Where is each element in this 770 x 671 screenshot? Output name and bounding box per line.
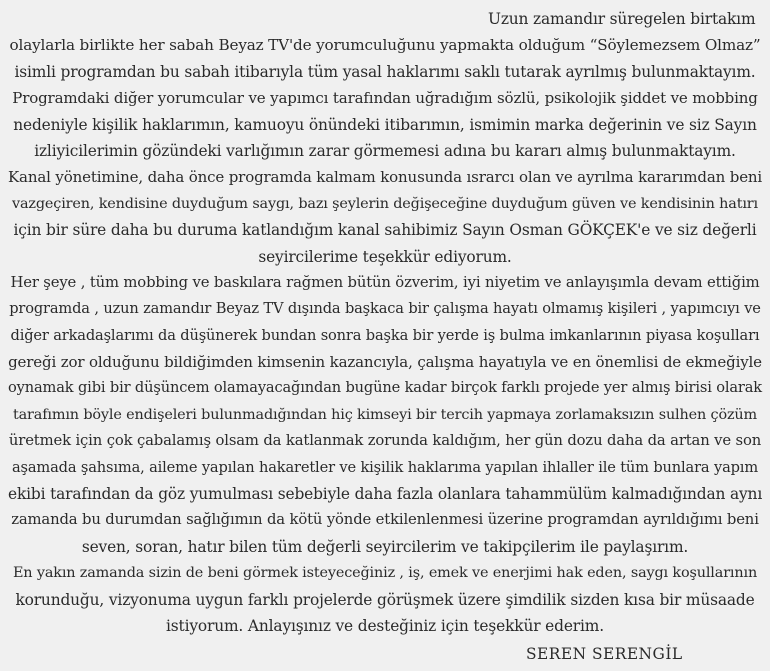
statement-line: oynamak gibi bir düşüncem olamayacağından bugüne kadar birçok farklı projede yer almış birisi olarak: [8, 379, 762, 397]
statement-line: tarafımın böyle endişeleri bulunmadığından hiç kimseyi bir tercih yapmaya zorlamaksızın sulhen çözüm: [12, 406, 758, 423]
statement-line: Uzun zamandır süregelen birtakım: [488, 10, 756, 28]
statement-line: için bir süre daha bu duruma katlandığım kanal sahibimiz Sayın Osman GÖKÇEK'e ve siz değerli: [13, 221, 757, 240]
statement-line: olaylarla birlikte her sabah Beyaz TV'de yorumculuğunu yapmakta olduğum “Söylemezsem Olmaz”: [9, 36, 761, 55]
statement-line: Kanal yönetimine, daha önce programda kalmam konusunda ısrarcı olan ve ayrılma kararımdan beni: [8, 168, 763, 187]
statement-line: Programdaki diğer yorumcular ve yapımcı tarafından uğradığım sözlü, psikolojik şiddet ve mobbing: [12, 89, 758, 108]
statement-line: seven, soran, hatır bilen tüm değerli seyircilerim ve takipçilerim ile paylaşırım.: [81, 537, 689, 556]
statement-line: istiyorum. Anlayışınız ve desteğiniz için teşekkür ederim.: [166, 616, 604, 635]
statement-line: izliyicilerimin gözündeki varlığımın zarar görmemesi adına bu kararı almış bulunmaktayım.: [34, 141, 736, 160]
statement-line: programda , uzun zamandır Beyaz TV dışında başkaca bir çalışma hayatı olmamış kişileri , yapımcıyı ve: [9, 300, 761, 318]
statement-line: seyircilerime teşekkür ediyorum.: [258, 247, 512, 266]
statement-line: korunduğu, vizyonuma uygun farklı projelerde görüşmek üzere şimdilik sizden kısa bir müsaade: [15, 590, 755, 609]
signature: SEREN SERENGİL: [526, 645, 683, 663]
statement-line: üretmek için çok çabalamış olsam da katlanmak zorunda kaldığım, her gün dozu daha da artan ve son: [8, 432, 762, 450]
statement-line: nedeniyle kişilik haklarımın, kamuoyu önündeki itibarımın, ismimin marka değerinin ve siz Sayın: [13, 115, 757, 134]
statement-line: isimli programdan bu sabah itibarıyla tüm yasal haklarımı saklı tutarak ayrılmış bulunmaktayım.: [14, 62, 756, 81]
statement-line: diğer arkadaşlarımı da düşünerek bundan sonra başka bir yerde iş bulma imkanlarının piyasa koşulları: [10, 326, 760, 344]
statement-line: zamanda bu durumdan sağlığımın da kötü yönde etkilenlenmesi üzerine programdan ayrıldığımı beni: [11, 511, 759, 529]
statement-line: ekibi tarafından da göz yumulması sebebiyle daha fazla olanlara tahammülüm kalmadığından aynı: [8, 485, 763, 504]
statement-line: aşamada şahsıma, aileme yapılan hakaretler ve kişilik haklarıma yapılan ihlaller ile tüm bunlara yapım: [11, 458, 759, 476]
statement-line: gereği zor olduğunu bildiğimden kimsenin kazancıyla, çalışma hayatıyla ve en önemlisi de ekmeğiyle: [8, 353, 762, 372]
statement-line: Her şeye , tüm mobbing ve baskılara rağmen bütün özverim, iyi niyetim ve anlayışımla devam ettiğim: [10, 273, 760, 291]
statement-line: En yakın zamanda sizin de beni görmek isteyeceğiniz , iş, emek ve enerjimi hak eden, saygı koşullarının: [12, 565, 758, 582]
statement-line: vazgeçiren, kendisine duyduğum saygı, bazı şeylerin değişeceğine duyduğum güven ve kendisinin hatırı: [12, 195, 758, 212]
